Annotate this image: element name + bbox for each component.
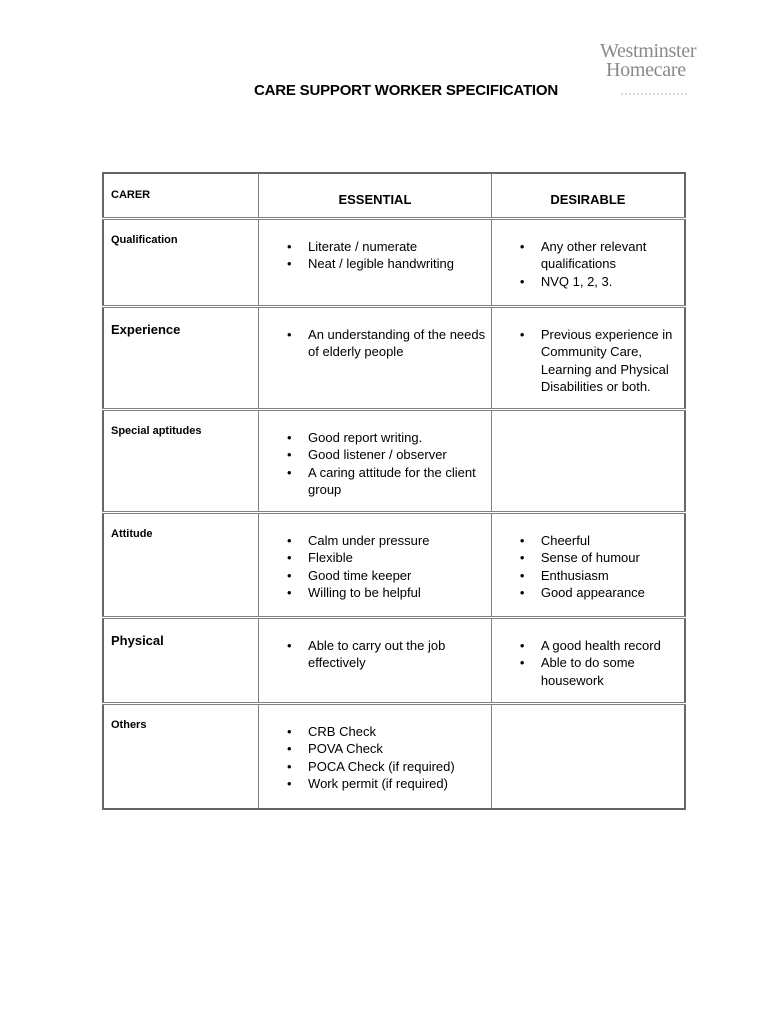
desirable-list bbox=[492, 514, 684, 602]
logo-line-1: Westminster bbox=[600, 40, 697, 62]
list-item: • An understanding of the needs of elderly people bbox=[259, 326, 487, 361]
list-item: • Work permit (if required) bbox=[259, 775, 487, 793]
list-item: • Cheerful bbox=[492, 532, 680, 550]
list-item: • Good listener / observer bbox=[259, 446, 487, 464]
list-item: • Enthusiasm bbox=[492, 567, 680, 585]
list-item: • A caring attitude for the client group bbox=[259, 464, 487, 499]
company-logo bbox=[600, 42, 708, 80]
list-item: • Calm under pressure bbox=[259, 532, 487, 550]
desirable-list bbox=[492, 308, 684, 396]
essential-cell bbox=[259, 512, 492, 617]
table-row-experience bbox=[103, 306, 685, 409]
row-label: Special aptitudes bbox=[111, 424, 202, 437]
list-item: • Good time keeper bbox=[259, 567, 487, 585]
document-title: CARE SUPPORT WORKER SPECIFICATION bbox=[254, 82, 558, 99]
essential-list bbox=[259, 705, 491, 793]
table-row-others bbox=[103, 703, 685, 809]
list-item: • A good health record bbox=[492, 637, 680, 655]
header-cell-carer bbox=[103, 173, 259, 218]
essential-list bbox=[259, 619, 491, 672]
table-header-row bbox=[103, 173, 685, 218]
essential-list bbox=[259, 514, 491, 602]
list-item: • NVQ 1, 2, 3. bbox=[492, 273, 680, 291]
desirable-cell bbox=[491, 218, 685, 306]
desirable-cell bbox=[491, 512, 685, 617]
header-essential-label: ESSENTIAL bbox=[338, 192, 412, 207]
table-row-special-aptitudes bbox=[103, 409, 685, 512]
list-item: • POVA Check bbox=[259, 740, 487, 758]
desirable-list bbox=[492, 220, 684, 291]
list-item: • Able to do some housework bbox=[492, 654, 680, 689]
header-carer-label: CARER bbox=[111, 189, 151, 201]
list-item: • Neat / legible handwriting bbox=[259, 255, 487, 273]
desirable-cell bbox=[491, 306, 685, 409]
row-label-cell bbox=[103, 306, 259, 409]
list-item: • Literate / numerate bbox=[259, 238, 487, 256]
list-item: • Willing to be helpful bbox=[259, 584, 487, 602]
list-item: • Sense of humour bbox=[492, 549, 680, 567]
essential-cell bbox=[259, 218, 492, 306]
row-label: Qualification bbox=[111, 233, 178, 246]
row-label-cell bbox=[103, 512, 259, 617]
header-desirable-label: DESIRABLE bbox=[550, 192, 626, 207]
list-item: • Good appearance bbox=[492, 584, 680, 602]
row-label-cell bbox=[103, 218, 259, 306]
list-item: • Able to carry out the job effectively bbox=[259, 637, 487, 672]
essential-list bbox=[259, 308, 491, 361]
row-label-cell bbox=[103, 617, 259, 703]
header-cell-essential bbox=[259, 173, 492, 218]
row-label: Attitude bbox=[111, 527, 153, 540]
specification-table bbox=[102, 172, 686, 810]
desirable-cell bbox=[491, 409, 685, 512]
row-label: Others bbox=[111, 718, 147, 731]
desirable-cell bbox=[491, 617, 685, 703]
row-label: Experience bbox=[111, 321, 181, 337]
list-item: • Any other relevant qualifications bbox=[492, 238, 680, 273]
list-item: • CRB Check bbox=[259, 723, 487, 741]
essential-list bbox=[259, 220, 491, 273]
list-item: • Flexible bbox=[259, 549, 487, 567]
table-row-attitude bbox=[103, 512, 685, 617]
list-item: • POCA Check (if required) bbox=[259, 758, 487, 776]
row-label-cell bbox=[103, 409, 259, 512]
essential-cell bbox=[259, 409, 492, 512]
row-label-cell bbox=[103, 703, 259, 809]
header-cell-desirable bbox=[491, 173, 685, 218]
essential-list bbox=[259, 411, 491, 499]
list-item: • Previous experience in Community Care, Learning and Physical Disabilities or both. bbox=[492, 326, 680, 396]
logo-line-2: Homecare bbox=[606, 59, 686, 81]
essential-cell bbox=[259, 703, 492, 809]
list-item: • Good report writing. bbox=[259, 429, 487, 447]
desirable-list bbox=[492, 619, 684, 690]
essential-cell bbox=[259, 617, 492, 703]
desirable-cell bbox=[491, 703, 685, 809]
row-label: Physical bbox=[111, 632, 164, 648]
essential-cell bbox=[259, 306, 492, 409]
table-row-physical bbox=[103, 617, 685, 703]
table-row-qualification bbox=[103, 218, 685, 306]
